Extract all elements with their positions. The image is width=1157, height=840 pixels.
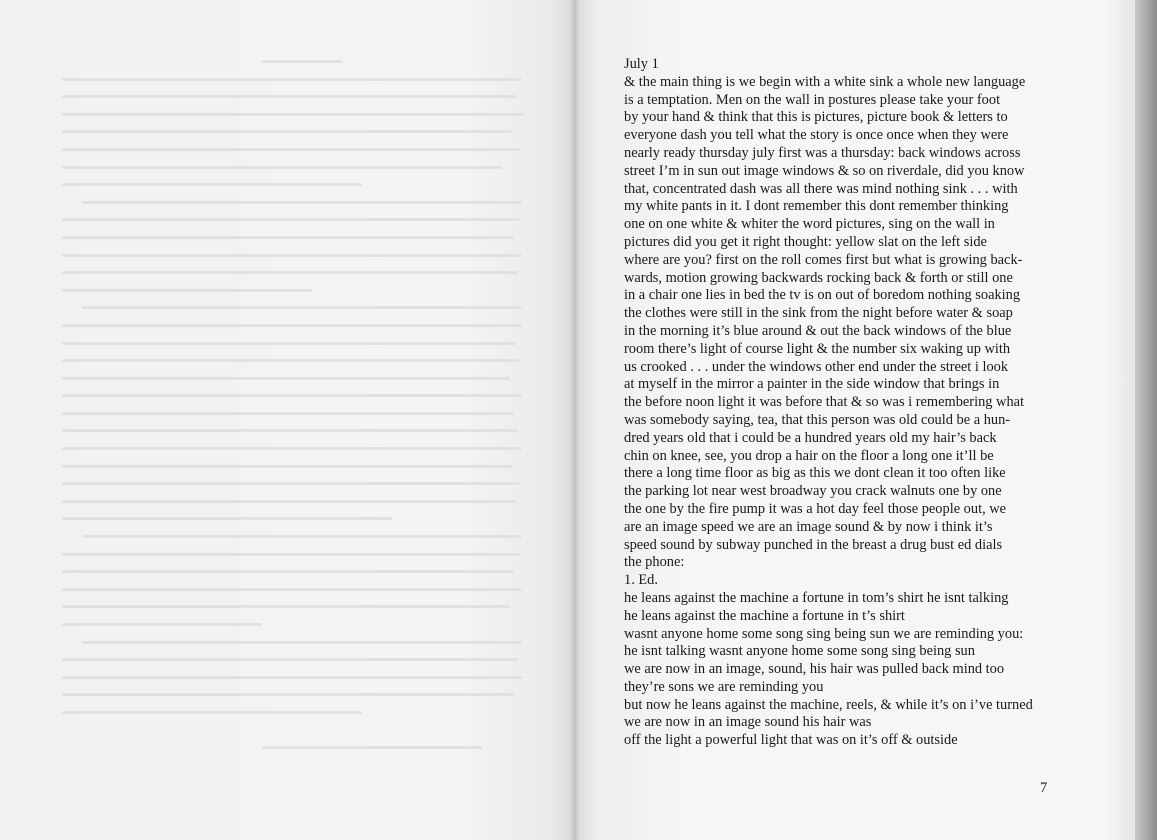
text-line: there a long time floor as big as this we dont clean it too often like	[624, 465, 1006, 482]
date-heading: July 1	[624, 56, 659, 72]
page-edge	[1135, 0, 1157, 840]
text-line: everyone dash you tell what the story is once once when they were	[624, 127, 1009, 144]
text-line: us crooked . . . under the windows other end under the street i look	[624, 358, 1009, 375]
poem-text	[624, 56, 1074, 750]
text-line: that, concentrated dash was all there was mind nothing sink . . . with	[624, 180, 1018, 197]
text-line: the before noon light it was before that & so was i remembering what	[624, 394, 1025, 411]
text-line: speed sound by subway punched in the breast a drug bust ed dials	[624, 536, 1003, 553]
text-line: dred years old that i could be a hundred years old my hair’s back	[624, 429, 997, 446]
bleed-through-text	[62, 60, 532, 764]
text-line: street I’m in sun out image windows & so on riverdale, did you know	[624, 162, 1025, 179]
text-line: he leans against the machine a fortune in t’s shirt	[624, 607, 905, 624]
text-line: wasnt anyone home some song sing being sun we are reminding you:	[624, 625, 1024, 642]
book-gutter	[570, 0, 580, 840]
text-line: the clothes were still in the sink from the night before water & soap	[624, 305, 1013, 322]
text-line: was somebody saying, tea, that this person was old could be a hun-	[624, 411, 1011, 428]
text-line: he leans against the machine a fortune in tom’s shirt he isnt talking	[624, 589, 1009, 606]
text-line: are an image speed we are an image sound & by now i think it’s	[624, 518, 993, 535]
text-line: nearly ready thursday july first was a thursday: back windows across	[624, 144, 1021, 161]
text-line: the phone:	[624, 554, 685, 571]
text-line: he isnt talking wasnt anyone home some song sing being sun	[624, 643, 975, 660]
text-line: off the light a powerful light that was on it’s off & outside	[624, 732, 958, 749]
text-line: one on one white & whiter the word pictures, sing on the wall in	[624, 216, 995, 233]
text-line: pictures did you get it right thought: yellow slat on the left side	[624, 233, 987, 250]
text-line: room there’s light of course light & the number six waking up with	[624, 340, 1011, 357]
text-line: wards, motion growing backwards rocking back & forth or still one	[624, 269, 1013, 286]
left-page	[0, 0, 575, 840]
text-line: at myself in the mirror a painter in the side window that brings in	[624, 376, 1000, 393]
text-line: chin on knee, see, you drop a hair on the floor a long one it’ll be	[624, 447, 994, 464]
page-number: 7	[1040, 780, 1048, 796]
text-line: in a chair one lies in bed the tv is on out of boredom nothing soaking	[624, 287, 1021, 304]
text-line: is a temptation. Men on the wall in postures please take your foot	[624, 91, 1001, 108]
text-line: my white pants in it. I dont remember this dont remember thinking	[624, 198, 1009, 215]
text-line: we are now in an image sound his hair was	[624, 714, 872, 731]
text-line: they’re sons we are reminding you	[624, 678, 824, 695]
text-line: where are you? first on the roll comes first but what is growing back-	[624, 251, 1023, 268]
text-line: the one by the fire pump it was a hot day feel those people out, we	[624, 500, 1007, 517]
text-line: we are now in an image, sound, his hair was pulled back mind too	[624, 661, 1005, 678]
text-line: but now he leans against the machine, reels, & while it’s on i’ve turned	[624, 696, 1033, 713]
text-line: the parking lot near west broadway you crack walnuts one by one	[624, 483, 1002, 500]
text-line: 1. Ed.	[624, 572, 658, 589]
text-line: by your hand & think that this is pictures, picture book & letters to	[624, 109, 1008, 126]
text-line: in the morning it’s blue around & out the back windows of the blue	[624, 322, 1012, 339]
text-line: & the main thing is we begin with a white sink a whole new language	[624, 73, 1026, 90]
